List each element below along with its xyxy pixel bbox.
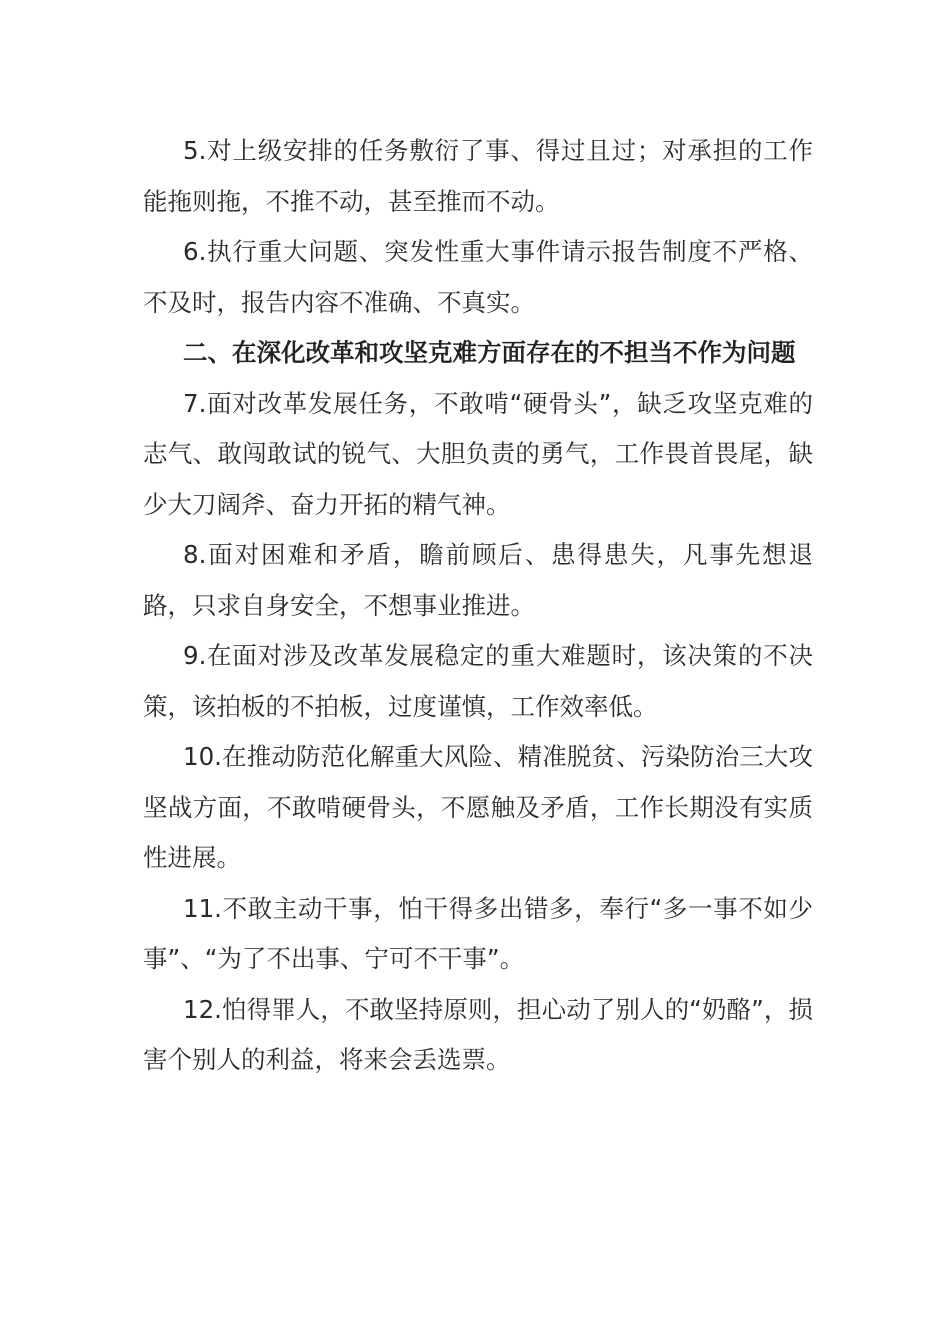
paragraph-item-9: 9.在面对涉及改革发展稳定的重大难题时，该决策的不决策，该拍板的不拍板，过度谨慎，工作效率低。: [143, 641, 813, 721]
section-heading: 二、在深化改革和攻坚克难方面存在的不担当不作为问题: [183, 338, 796, 367]
paragraph-item-10: 10.在推动防范化解重大风险、精准脱贫、污染防治三大攻坚战方面，不敢啃硬骨头，不愿触及矛盾，工作长期没有实质性进展。: [143, 742, 813, 872]
paragraph-item-8: 8.面对困难和矛盾，瞻前顾后、患得患失，凡事先想退路，只求自身安全，不想事业推进。: [143, 540, 813, 620]
paragraph-item-7: 7.面对改革发展任务，不敢啃“硬骨头”，缺乏攻坚克难的志气、敢闯敢试的锐气、大胆负责的勇气，工作畏首畏尾，缺少大刀阔斧、奋力开拓的精气神。: [143, 388, 813, 519]
paragraph-item-6: 6.执行重大问题、突发性重大事件请示报告制度不严格、不及时，报告内容不准确、不真实。: [143, 237, 813, 317]
paragraph-item-5: 5.对上级安排的任务敷衍了事、得过且过；对承担的工作能拖则拖，不推不动，甚至推而不动。: [143, 136, 813, 216]
document-body: [143, 126, 813, 1086]
paragraph-item-12: 12.怕得罪人，不敢坚持原则，担心动了别人的“奶酪”，损害个别人的利益，将来会丢选票。: [143, 994, 813, 1074]
paragraph-item-11: 11.不敢主动干事，怕干得多出错多，奉行“多一事不如少事”、“为了不出事、宁可不干事”。: [143, 893, 813, 973]
